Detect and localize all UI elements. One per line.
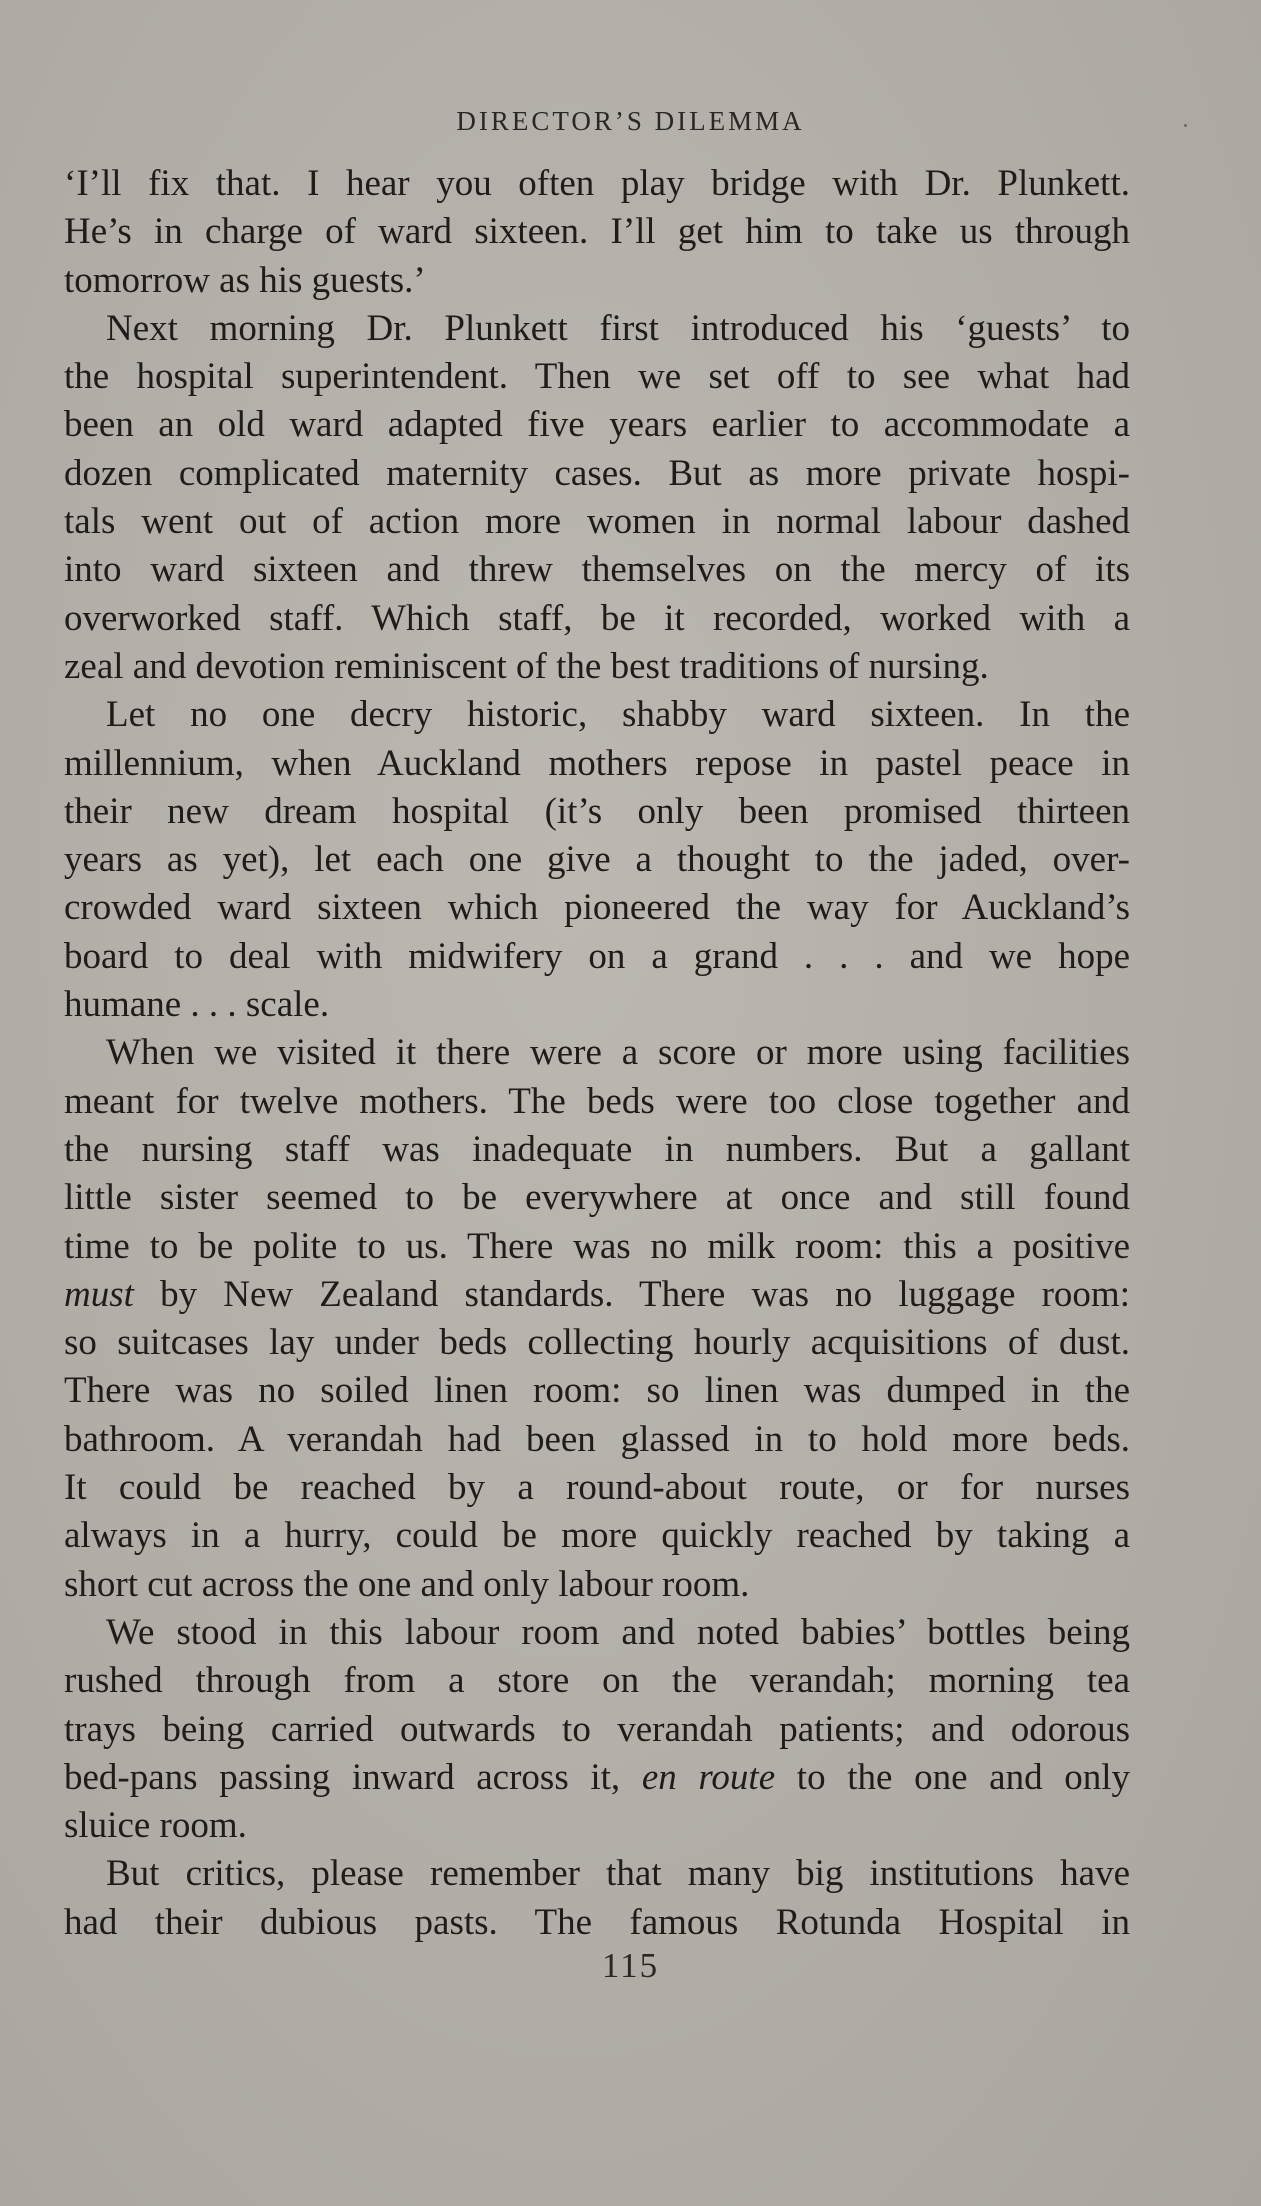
text-line: Next morning Dr. Plunkett first introduced his ‘guests’ to: [106, 307, 1130, 349]
paper-speck: [1184, 124, 1187, 127]
text-line: years as yet), let each one give a thought to the jaded, over-: [64, 839, 1130, 881]
text-line: the hospital superintendent. Then we set off to see what had: [64, 356, 1130, 398]
text-line: board to deal with midwifery on a grand . . . and we hope: [64, 935, 1130, 977]
text-line: the nursing staff was inadequate in numbers. But a gallant: [64, 1128, 1130, 1170]
text-line: He’s in charge of ward sixteen. I’ll get him to take us through: [64, 211, 1130, 253]
text-line: zeal and devotion reminiscent of the best traditions of nursing.: [64, 645, 989, 687]
text-line: must by New Zealand standards. There was no luggage room:: [64, 1273, 1130, 1315]
text-line: meant for twelve mothers. The beds were too close together and: [64, 1080, 1130, 1122]
page-number: 115: [601, 1946, 660, 1985]
text-line: crowded ward sixteen which pioneered the way for Auckland’s: [64, 887, 1130, 929]
text-line: Let no one decry historic, shabby ward sixteen. In the: [106, 694, 1130, 736]
text-line: had their dubious pasts. The famous Rotunda Hospital in: [64, 1901, 1130, 1943]
text-line: tals went out of action more women in normal labour dashed: [64, 501, 1130, 543]
text-line: ‘I’ll fix that. I hear you often play bridge with Dr. Plunkett.: [64, 163, 1130, 204]
text-line: There was no soiled linen room: so linen was dumped in the: [64, 1370, 1130, 1412]
text-line: It could be reached by a round-about route, or for nurses: [64, 1467, 1130, 1509]
text-line: tomorrow as his guests.’: [64, 259, 426, 301]
text-line: rushed through from a store on the verandah; morning tea: [64, 1660, 1130, 1702]
text-line: so suitcases lay under beds collecting hourly acquisitions of dust.: [64, 1322, 1130, 1364]
text-line: little sister seemed to be everywhere at once and still found: [64, 1177, 1130, 1219]
text-line: We stood in this labour room and noted babies’ bottles being: [106, 1611, 1130, 1653]
text-line: But critics, please remember that many big institutions have: [106, 1853, 1130, 1895]
text-line: dozen complicated maternity cases. But as more private hospi-: [64, 452, 1130, 494]
text-line: short cut across the one and only labour room.: [64, 1563, 750, 1605]
text-line: into ward sixteen and threw themselves on the mercy of its: [64, 549, 1130, 591]
text-line: When we visited it there were a score or more using facilities: [106, 1032, 1130, 1074]
text-line: bathroom. A verandah had been glassed in to hold more beds.: [64, 1418, 1130, 1460]
text-line: sluice room.: [64, 1805, 247, 1847]
body-text: [64, 160, 1130, 1947]
text-line: been an old ward adapted five years earlier to accommodate a: [64, 404, 1130, 446]
text-line: millennium, when Auckland mothers repose in pastel peace in: [64, 742, 1130, 784]
running-head: DIRECTOR’S DILEMMA: [456, 106, 805, 136]
text-line: bed-pans passing inward across it, en route to the one and only: [64, 1756, 1130, 1798]
text-line: time to be polite to us. There was no milk room: this a positive: [64, 1225, 1130, 1267]
text-line: always in a hurry, could be more quickly reached by taking a: [64, 1515, 1130, 1557]
text-line: overworked staff. Which staff, be it recorded, worked with a: [64, 597, 1130, 639]
text-line: their new dream hospital (it’s only been promised thirteen: [64, 790, 1130, 832]
text-line: humane . . . scale.: [64, 984, 330, 1026]
text-line: trays being carried outwards to verandah patients; and odorous: [64, 1708, 1130, 1750]
